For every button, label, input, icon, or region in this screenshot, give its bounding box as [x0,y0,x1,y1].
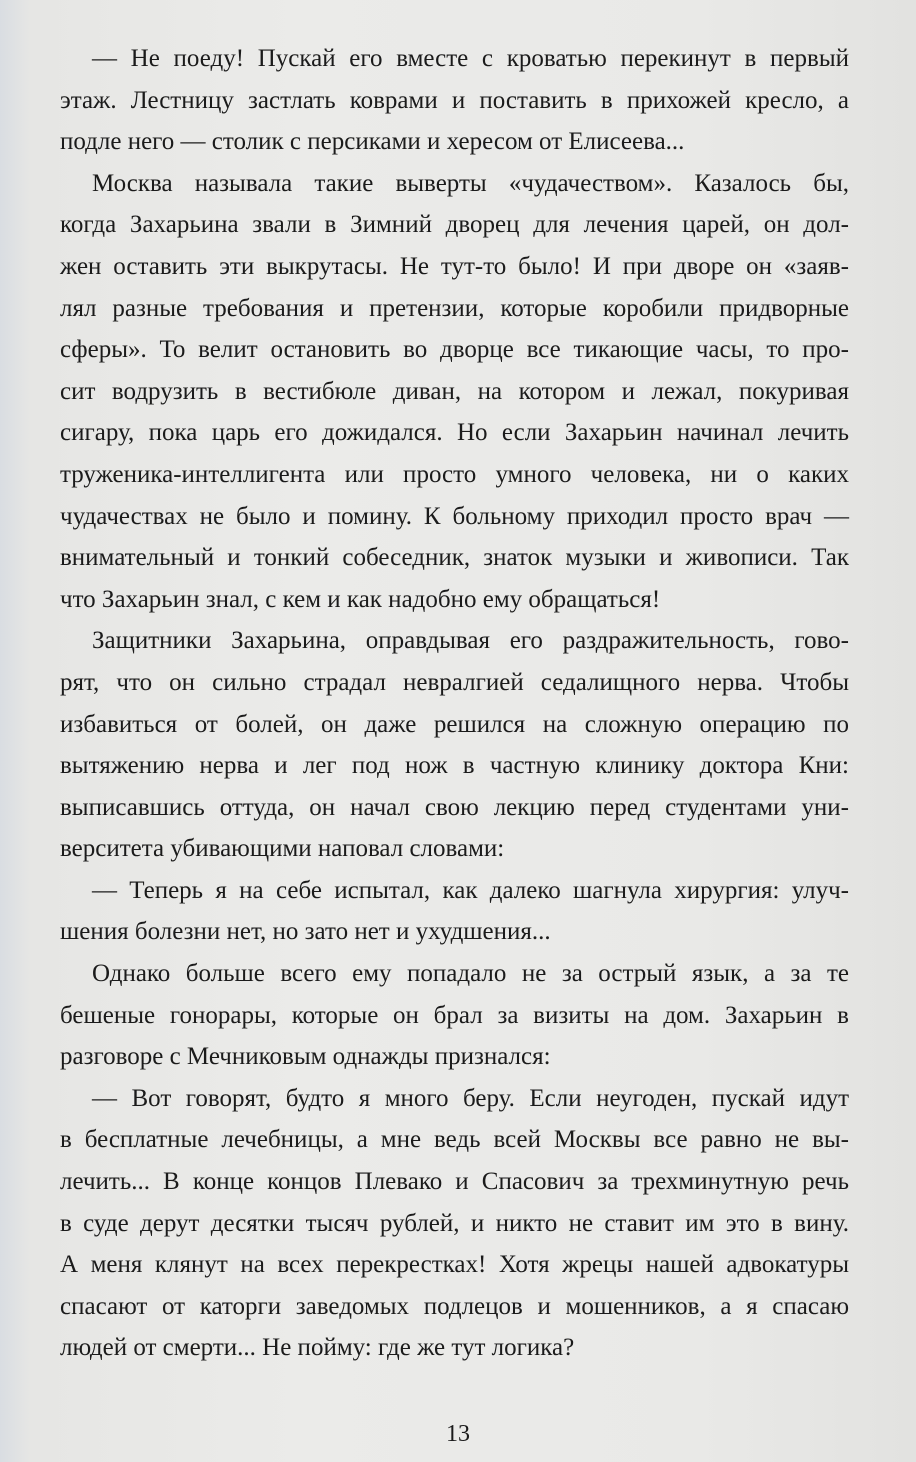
text-line: сит водрузить в вестибюле диван, на котором и лежал, покуривая [60,377,849,405]
text-line: труженика-интеллигента или просто умного человека, ни о каких [60,460,849,488]
page-body-text [60,38,849,1369]
text-line: этаж. Лестницу застлать коврами и поставить в прихожей кресло, а [60,86,849,114]
text-line: разговоре с Мечниковым однажды признался: [60,1043,551,1071]
text-line: — Теперь я на себе испытал, как далеко шагнула хирургия: улуч- [92,876,849,904]
text-line: жен оставить эти выкрутасы. Не тут-то было! И при дворе он «заяв- [60,252,849,280]
text-line: шения болезни нет, но зато нет и ухудшения... [60,918,551,946]
text-line: внимательный и тонкий собеседник, знаток музыки и живописи. Так [60,544,849,572]
text-line: Однако больше всего ему попадало не за острый язык, а за те [92,960,849,988]
page-number: 13 [446,1421,470,1447]
text-line: чудачествах не было и помину. К больному приходил просто врач — [60,502,849,530]
text-line: спасают от каторги заведомых подлецов и мошенников, а я спасаю [60,1292,849,1320]
text-line: А меня клянут на всех перекрестках! Хотя жрецы нашей адвокатуры [60,1251,849,1279]
text-line: в суде дерут десятки тысяч рублей, и никто не ставит им это в вину. [60,1209,849,1237]
text-line: избавиться от болей, он даже решился на сложную операцию по [60,710,849,738]
text-line: сигару, пока царь его дожидался. Но если Захарьин начинал лечить [60,419,849,447]
text-line: — Не поеду! Пускай его вместе с кроватью перекинут в первый [92,45,849,72]
text-line: сферы». То велит остановить во дворце все тикающие часы, то про- [60,336,849,364]
text-line: вытяжению нерва и лег под нож в частную клинику доктора Кни: [60,752,849,780]
text-line: верситета убивающими наповал словами: [60,835,505,863]
text-line: рят, что он сильно страдал невралгией седалищного нерва. Чтобы [60,668,849,696]
text-line: что Захарьин знал, с кем и как надобно ему обращаться! [60,585,661,613]
text-line: выписавшись оттуда, он начал свою лекцию перед студентами уни- [60,793,849,821]
text-line: когда Захарьина звали в Зимний дворец для лечения царей, он дол- [60,211,849,239]
text-line: лечить... В конце концов Плевако и Спасович за трехминутную речь [60,1168,849,1196]
text-line: Защитники Захарьина, оправдывая его раздражительность, гово- [92,627,849,655]
text-line: в бесплатные лечебницы, а мне ведь всей Москвы все равно не вы- [60,1126,849,1154]
text-line: Москва называла такие выверты «чудачеством». Казалось бы, [92,169,849,197]
text-line: людей от смерти... Не пойму: где же тут логика? [60,1334,575,1362]
text-line: подле него — столик с персиками и хересом от Елисеева... [60,128,685,156]
text-line: лял разные требования и претензии, которые коробили придворные [60,294,849,322]
text-line: — Вот говорят, будто я много беру. Если неугоден, пускай идут [92,1084,849,1112]
text-line: бешеные гонорары, которые он брал за визиты на дом. Захарьин в [60,1001,849,1029]
